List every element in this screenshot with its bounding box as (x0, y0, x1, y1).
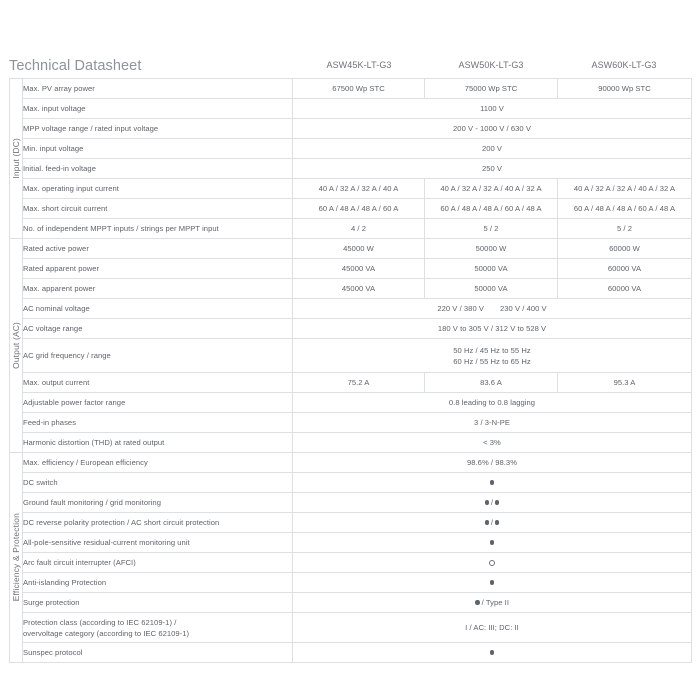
row-label-max-apparent-power: Max. apparent power (23, 279, 293, 299)
cell-rated-apparent-power-3: 60000 VA (558, 259, 692, 279)
table-row (10, 613, 692, 643)
section-label-efficiency-protection (10, 453, 23, 663)
row-label-max-efficiency: Max. efficiency / European efficiency (23, 453, 293, 473)
table-row (10, 239, 692, 259)
cell-max-apparent-power-1: 45000 VA (293, 279, 425, 299)
row-label-min-input-voltage: Min. input voltage (23, 139, 293, 159)
cell-anti-islanding (293, 573, 692, 593)
table-row (10, 279, 692, 299)
slash-separator: / (490, 518, 494, 527)
row-label-anti-islanding: Anti-islanding Protection (23, 573, 293, 593)
cell-max-output-current-1: 75.2 A (293, 373, 425, 393)
cell-max-short-circuit-current-1: 60 A / 48 A / 48 A / 60 A (293, 199, 425, 219)
cell-rated-apparent-power-1: 45000 VA (293, 259, 425, 279)
row-label-mppt-inputs: No. of independent MPPT inputs / strings per MPPT input (23, 219, 293, 239)
table-row (10, 513, 692, 533)
cell-max-operating-input-current-2: 40 A / 32 A / 32 A / 40 A / 32 A (425, 179, 558, 199)
table-row (10, 179, 692, 199)
filled-bullet-icon (490, 580, 495, 585)
cell-afci (293, 553, 692, 573)
cell-dc-reverse-polarity (293, 513, 692, 533)
cell-max-efficiency: 98.6% / 98.3% (293, 453, 692, 473)
table-row (10, 79, 692, 99)
table-row (10, 259, 692, 279)
cell-ac-grid-frequency (293, 339, 692, 373)
row-label-protection-class (23, 613, 293, 643)
filled-bullet-icon (490, 480, 495, 485)
cell-mppt-inputs-2: 5 / 2 (425, 219, 558, 239)
ac-grid-frequency-line1: 50 Hz / 45 Hz to 55 Hz (453, 345, 531, 355)
cell-protection-class: I / AC: III; DC: II (293, 613, 692, 643)
cell-mpp-voltage-range: 200 V - 1000 V / 630 V (293, 119, 692, 139)
row-label-max-input-voltage: Max. input voltage (23, 99, 293, 119)
cell-max-pv-array-power-1: 67500 Wp STC (293, 79, 425, 99)
filled-bullet-icon (490, 650, 495, 655)
row-label-max-output-current: Max. output current (23, 373, 293, 393)
cell-max-output-current-2: 83.6 A (425, 373, 558, 393)
row-label-dc-reverse-polarity: DC reverse polarity protection / AC short circuit protection (23, 513, 293, 533)
table-row (10, 199, 692, 219)
table-row (10, 339, 692, 373)
cell-ac-nominal-voltage (293, 299, 692, 319)
row-label-thd: Harmonic distortion (THD) at rated output (23, 433, 293, 453)
cell-initial-feedin-voltage: 250 V (293, 159, 692, 179)
protection-class-label-line2: overvoltage category (according to IEC 62109-1) (23, 628, 190, 638)
protection-class-label-line1: Protection class (according to IEC 62109-1) / (23, 617, 177, 627)
row-label-feedin-phases: Feed-in phases (23, 413, 293, 433)
table-row (10, 573, 692, 593)
section-label-text: Input (DC) (11, 138, 21, 179)
row-label-initial-feedin-voltage: Initial. feed-in voltage (23, 159, 293, 179)
table-row (10, 433, 692, 453)
hollow-bullet-icon (489, 560, 495, 566)
table-row (10, 299, 692, 319)
table-row (10, 319, 692, 339)
row-label-rated-apparent-power: Rated apparent power (23, 259, 293, 279)
cell-max-apparent-power-2: 50000 VA (425, 279, 558, 299)
table-row (10, 99, 692, 119)
cell-rated-active-power-1: 45000 W (293, 239, 425, 259)
table-row (10, 139, 692, 159)
filled-bullet-icon (490, 540, 495, 545)
cell-max-short-circuit-current-2: 60 A / 48 A / 48 A / 60 A / 48 A (425, 199, 558, 219)
cell-max-operating-input-current-1: 40 A / 32 A / 32 A / 40 A (293, 179, 425, 199)
cell-rated-active-power-3: 60000 W (558, 239, 692, 259)
cell-ac-voltage-range: 180 V to 305 V / 312 V to 528 V (293, 319, 692, 339)
cell-max-pv-array-power-2: 75000 Wp STC (425, 79, 558, 99)
ac-grid-frequency-line2: 60 Hz / 55 Hz to 65 Hz (453, 356, 531, 366)
table-row (10, 553, 692, 573)
cell-max-input-voltage: 1100 V (293, 99, 692, 119)
cell-thd: < 3% (293, 433, 692, 453)
column-header-model-1: ASW45K-LT-G3 (326, 60, 392, 70)
cell-min-input-voltage: 200 V (293, 139, 692, 159)
row-label-mpp-voltage-range: MPP voltage range / rated input voltage (23, 119, 293, 139)
section-label-text: Output (AC) (11, 322, 21, 369)
specifications-table (9, 78, 692, 663)
row-label-sunspec: Sunspec protocol (23, 643, 293, 663)
filled-bullet-icon (475, 600, 480, 605)
row-label-residual-current-unit: All-pole-sensitive residual-current monitoring unit (23, 533, 293, 553)
row-label-ac-grid-frequency: AC grid frequency / range (23, 339, 293, 373)
table-row (10, 393, 692, 413)
page-title: Technical Datasheet (9, 58, 142, 74)
filled-bullet-icon (495, 500, 500, 505)
section-label-output-ac (10, 239, 23, 453)
row-label-ground-fault-monitoring: Ground fault monitoring / grid monitoring (23, 493, 293, 513)
section-label-input-dc (10, 79, 23, 239)
table-row (10, 533, 692, 553)
table-row (10, 413, 692, 433)
row-label-rated-active-power: Rated active power (23, 239, 293, 259)
cell-mppt-inputs-3: 5 / 2 (558, 219, 692, 239)
ac-nominal-voltage-b: 230 V / 400 V (500, 304, 547, 313)
row-label-power-factor-range: Adjustable power factor range (23, 393, 293, 413)
table-row (10, 159, 692, 179)
section-label-text: Efficiency & Protection (11, 513, 21, 602)
row-label-max-operating-input-current: Max. operating input current (23, 179, 293, 199)
cell-max-operating-input-current-3: 40 A / 32 A / 32 A / 40 A / 32 A (558, 179, 692, 199)
cell-feedin-phases: 3 / 3-N-PE (293, 413, 692, 433)
table-row (10, 493, 692, 513)
row-label-afci: Arc fault circuit interrupter (AFCI) (23, 553, 293, 573)
column-headers (293, 60, 691, 70)
table-row (10, 373, 692, 393)
table-row (10, 593, 692, 613)
table-row (10, 119, 692, 139)
row-label-ac-nominal-voltage: AC nominal voltage (23, 299, 293, 319)
cell-ground-fault-monitoring (293, 493, 692, 513)
cell-rated-apparent-power-2: 50000 VA (425, 259, 558, 279)
ac-nominal-voltage-a: 220 V / 380 V (437, 304, 484, 313)
surge-protection-suffix: / Type II (481, 598, 509, 607)
slash-separator: / (490, 498, 494, 507)
cell-max-apparent-power-3: 60000 VA (558, 279, 692, 299)
row-label-dc-switch: DC switch (23, 473, 293, 493)
cell-rated-active-power-2: 50000 W (425, 239, 558, 259)
filled-bullet-icon (495, 520, 500, 525)
row-label-ac-voltage-range: AC voltage range (23, 319, 293, 339)
row-label-surge-protection: Surge protection (23, 593, 293, 613)
table-row (10, 453, 692, 473)
cell-dc-switch (293, 473, 692, 493)
cell-mppt-inputs-1: 4 / 2 (293, 219, 425, 239)
table-row (10, 473, 692, 493)
cell-residual-current-unit (293, 533, 692, 553)
row-label-max-short-circuit-current: Max. short circuit current (23, 199, 293, 219)
row-label-max-pv-array-power: Max. PV array power (23, 79, 293, 99)
column-header-model-3: ASW60K-LT-G3 (591, 60, 657, 70)
column-header-model-2: ASW50K-LT-G3 (458, 60, 524, 70)
cell-max-output-current-3: 95.3 A (558, 373, 692, 393)
cell-power-factor-range: 0.8 leading to 0.8 lagging (293, 393, 692, 413)
table-row (10, 219, 692, 239)
cell-max-pv-array-power-3: 90000 Wp STC (558, 79, 692, 99)
cell-surge-protection (293, 593, 692, 613)
cell-sunspec (293, 643, 692, 663)
table-row (10, 643, 692, 663)
cell-max-short-circuit-current-3: 60 A / 48 A / 48 A / 60 A / 48 A (558, 199, 692, 219)
